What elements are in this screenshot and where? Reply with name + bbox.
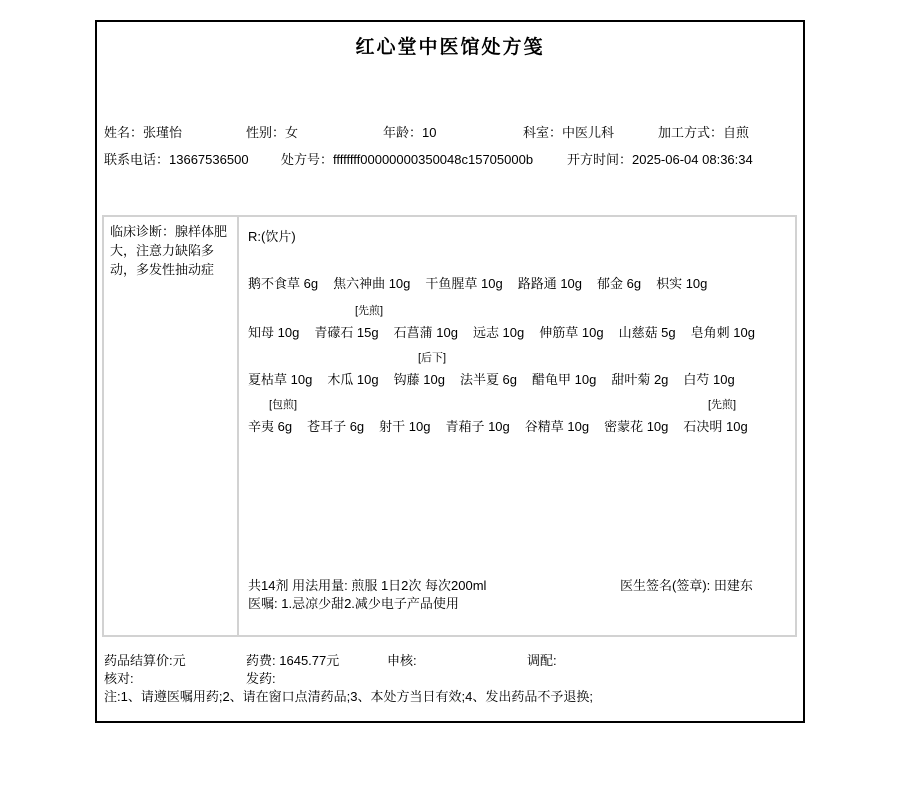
dispense-field: 发药: — [246, 671, 276, 686]
usage-value: 煎服 1日2次 每次200ml — [351, 578, 487, 593]
department-value: 中医儿科 — [562, 125, 615, 140]
decoction-note-xianjian-2: [先煎] — [708, 399, 737, 411]
herb-item: 夏枯草 10g — [248, 372, 313, 387]
herb-item: 谷精草 10g — [524, 419, 590, 434]
rx-number-value: ffffffff00000000350048c15705000b — [333, 152, 534, 167]
herb-item: 法半夏 6g — [459, 372, 518, 387]
check-field: 核对: — [104, 671, 134, 686]
usage-line — [248, 578, 486, 594]
patient-name-label: 姓名： — [104, 125, 144, 140]
issue-time-field — [567, 152, 753, 168]
herb-line-4 — [248, 419, 748, 435]
doctor-signature-field — [620, 578, 753, 594]
medical-advice: 医嘱: 1.忌凉少甜2.减少电子产品使用 — [248, 596, 459, 611]
decoction-note-houxia: [后下] — [418, 352, 447, 364]
herb-item: 木瓜 10g — [327, 372, 379, 387]
issue-time-value: 2025-06-04 08:36:34 — [632, 152, 753, 167]
patient-age-value: 10 — [422, 125, 437, 140]
herb-item: 枳实 10g — [656, 276, 708, 291]
fee-field — [246, 653, 339, 669]
herb-item: 鹅不食草 6g — [248, 276, 319, 291]
processing-method-label: 加工方式： — [658, 125, 724, 140]
herb-item: 皂角刺 10g — [690, 325, 755, 340]
patient-name-value: 张瑾怡 — [143, 125, 183, 140]
herb-item: 苍耳子 6g — [307, 419, 365, 434]
settlement-price-unit: 元 — [172, 653, 186, 668]
herb-item: 石菖蒲 10g — [393, 325, 458, 340]
total-doses: 共14剂 — [248, 578, 289, 593]
patient-age-label: 年龄： — [383, 125, 423, 140]
department-label: 科室： — [523, 125, 563, 140]
compound-field: 调配: — [527, 653, 557, 668]
herb-item: 山慈菇 5g — [618, 325, 676, 340]
herb-item: 干鱼腥草 10g — [425, 276, 503, 291]
herb-item: 焦六神曲 10g — [333, 276, 411, 291]
herb-item: 伸筋草 10g — [539, 325, 604, 340]
herb-item: 醋龟甲 10g — [532, 372, 597, 387]
audit-field: 申核: — [387, 653, 417, 668]
rx-header: R:(饮片) — [248, 229, 296, 244]
fee-value: 1645.77元 — [279, 653, 340, 668]
herb-item: 青礞石 15g — [314, 325, 379, 340]
herb-line-1 — [248, 276, 707, 292]
herb-item: 路路通 10g — [517, 276, 583, 291]
herb-item: 钩藤 10g — [393, 372, 445, 387]
processing-method-field — [658, 125, 749, 141]
page-title: 红心堂中医馆处方笺 — [355, 37, 545, 58]
patient-gender-field — [246, 125, 298, 141]
herb-item: 辛夷 6g — [248, 419, 293, 434]
phone-value: 13667536500 — [169, 152, 249, 167]
herb-item: 青葙子 10g — [445, 419, 510, 434]
patient-name-field — [104, 125, 182, 141]
processing-method-value: 自煎 — [723, 125, 750, 140]
herb-line-2 — [248, 325, 755, 341]
footer-note: 注:1、请遵医嘱用药;2、请在窗口点清药品;3、本处方当日有效;4、发出药品不予退换; — [104, 689, 593, 704]
decoction-note-xianjian-1: [先煎] — [355, 305, 384, 317]
rx-number-label: 处方号： — [281, 152, 334, 167]
herb-item: 密蒙花 10g — [604, 419, 669, 434]
fee-label: 药费: — [246, 653, 276, 668]
herb-item: 甜叶菊 2g — [611, 372, 669, 387]
patient-age-field — [383, 125, 436, 141]
herb-item: 远志 10g — [472, 325, 525, 340]
diagnosis-rx-divider — [237, 216, 239, 636]
patient-gender-label: 性别： — [246, 125, 286, 140]
herb-item: 知母 10g — [248, 325, 300, 340]
clinical-diagnosis: 临床诊断：腺样体肥大，注意力缺陷多动，多发性抽动症 — [110, 224, 228, 277]
decoction-note-baojian: [包煎] — [269, 399, 298, 411]
herb-item: 郁金 6g — [597, 276, 642, 291]
doctor-signature-value: 田建东 — [713, 578, 753, 593]
usage-label: 用法用量: — [292, 578, 348, 593]
patient-gender-value: 女 — [285, 125, 299, 140]
herb-item: 石决明 10g — [683, 419, 748, 434]
rx-number-field — [281, 152, 533, 168]
herb-item: 射干 10g — [379, 419, 431, 434]
department-field — [523, 125, 614, 141]
herb-line-3 — [248, 372, 735, 388]
herb-item: 白芍 10g — [683, 372, 735, 387]
issue-time-label: 开方时间： — [567, 152, 633, 167]
settlement-price-field — [104, 653, 186, 669]
phone-field — [104, 152, 249, 168]
phone-label: 联系电话： — [104, 152, 170, 167]
doctor-signature-label: 医生签名(签章): — [620, 578, 711, 593]
settlement-price-label: 药品结算价: — [104, 653, 173, 668]
